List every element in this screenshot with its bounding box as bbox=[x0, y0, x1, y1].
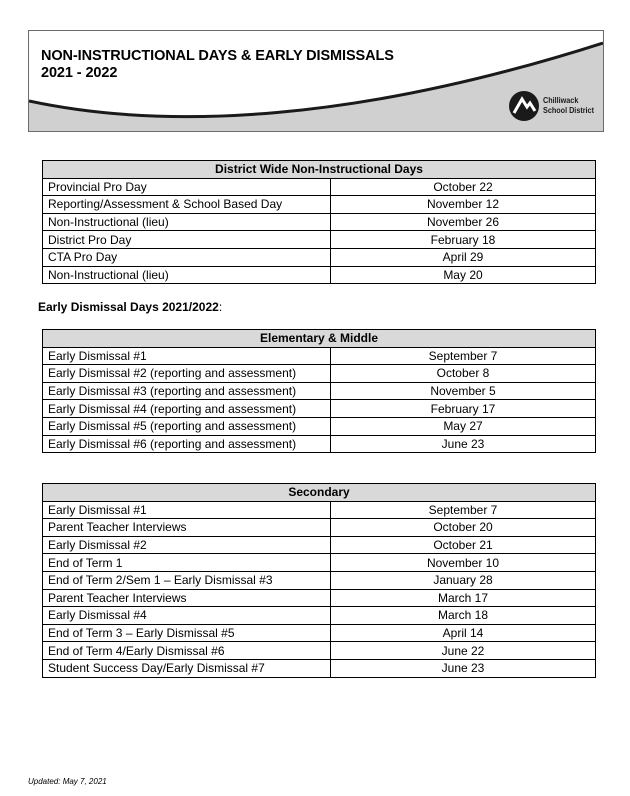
row-label: Early Dismissal #2 (reporting and assessment) bbox=[43, 365, 331, 383]
row-date: February 17 bbox=[331, 400, 596, 418]
table-heading: Elementary & Middle bbox=[43, 330, 596, 348]
table-row bbox=[43, 365, 596, 383]
logo-text-line-1: Chilliwack bbox=[543, 95, 579, 105]
table-row bbox=[43, 213, 596, 231]
row-date: January 28 bbox=[331, 571, 596, 589]
table-row bbox=[43, 519, 596, 537]
table-row bbox=[43, 417, 596, 435]
row-date: October 8 bbox=[331, 365, 596, 383]
row-label: End of Term 4/Early Dismissal #6 bbox=[43, 642, 331, 660]
row-date: November 12 bbox=[331, 196, 596, 214]
header-banner bbox=[28, 30, 604, 132]
row-date: November 26 bbox=[331, 213, 596, 231]
table-heading: District Wide Non-Instructional Days bbox=[43, 161, 596, 179]
row-label: Student Success Day/Early Dismissal #7 bbox=[43, 659, 331, 677]
row-date: March 18 bbox=[331, 607, 596, 625]
table-row bbox=[43, 501, 596, 519]
table-row bbox=[43, 400, 596, 418]
row-date: May 27 bbox=[331, 417, 596, 435]
district-non-instructional-table bbox=[42, 160, 596, 284]
table-row bbox=[43, 554, 596, 572]
table-row bbox=[43, 607, 596, 625]
table-row bbox=[43, 382, 596, 400]
row-label: End of Term 3 – Early Dismissal #5 bbox=[43, 624, 331, 642]
secondary-table bbox=[42, 483, 596, 678]
row-date: October 22 bbox=[331, 178, 596, 196]
row-date: April 29 bbox=[331, 248, 596, 266]
early-dismissal-heading-colon: : bbox=[218, 300, 223, 314]
table-row bbox=[43, 248, 596, 266]
row-label: District Pro Day bbox=[43, 231, 331, 249]
table-row bbox=[43, 196, 596, 214]
row-label: Early Dismissal #4 bbox=[43, 607, 331, 625]
table-row bbox=[43, 571, 596, 589]
table-header-row bbox=[43, 330, 596, 348]
row-date: April 14 bbox=[331, 624, 596, 642]
row-label: Early Dismissal #4 (reporting and assessment) bbox=[43, 400, 331, 418]
table-row bbox=[43, 435, 596, 453]
row-date: May 20 bbox=[331, 266, 596, 284]
updated-date: Updated: May 7, 2021 bbox=[28, 777, 107, 786]
row-date: June 22 bbox=[331, 642, 596, 660]
row-label: Reporting/Assessment & School Based Day bbox=[43, 196, 331, 214]
row-date: November 10 bbox=[331, 554, 596, 572]
row-date: June 23 bbox=[331, 659, 596, 677]
row-date: November 5 bbox=[331, 382, 596, 400]
row-date: October 21 bbox=[331, 536, 596, 554]
row-date: February 18 bbox=[331, 231, 596, 249]
row-label: End of Term 2/Sem 1 – Early Dismissal #3 bbox=[43, 571, 331, 589]
elementary-middle-table bbox=[42, 329, 596, 453]
table-heading: Secondary bbox=[43, 484, 596, 502]
table-header-row bbox=[43, 161, 596, 179]
table-row bbox=[43, 347, 596, 365]
table-row bbox=[43, 642, 596, 660]
table-row bbox=[43, 589, 596, 607]
row-label: Early Dismissal #3 (reporting and assessment) bbox=[43, 382, 331, 400]
page-title-line-1: NON-INSTRUCTIONAL DAYS & EARLY DISMISSALS bbox=[41, 48, 394, 64]
row-date: September 7 bbox=[331, 347, 596, 365]
table-header-row bbox=[43, 484, 596, 502]
table-row bbox=[43, 536, 596, 554]
row-label: Parent Teacher Interviews bbox=[43, 589, 331, 607]
logo-text-line-2: School District bbox=[543, 105, 594, 115]
row-label: Provincial Pro Day bbox=[43, 178, 331, 196]
row-label: CTA Pro Day bbox=[43, 248, 331, 266]
district-logo-icon bbox=[507, 89, 541, 123]
row-label: End of Term 1 bbox=[43, 554, 331, 572]
row-label: Early Dismissal #1 bbox=[43, 347, 331, 365]
row-date: June 23 bbox=[331, 435, 596, 453]
early-dismissal-heading bbox=[38, 300, 222, 314]
row-label: Early Dismissal #5 (reporting and assessment) bbox=[43, 417, 331, 435]
page-title-line-2: 2021 - 2022 bbox=[41, 65, 118, 81]
early-dismissal-heading-text: Early Dismissal Days 2021/2022 bbox=[38, 300, 219, 314]
table-row bbox=[43, 178, 596, 196]
row-label: Early Dismissal #1 bbox=[43, 501, 331, 519]
row-label: Early Dismissal #6 (reporting and assessment) bbox=[43, 435, 331, 453]
table-row bbox=[43, 624, 596, 642]
table-row bbox=[43, 231, 596, 249]
table-row bbox=[43, 266, 596, 284]
row-label: Non-Instructional (lieu) bbox=[43, 213, 331, 231]
row-date: March 17 bbox=[331, 589, 596, 607]
row-date: October 20 bbox=[331, 519, 596, 537]
row-label: Non-Instructional (lieu) bbox=[43, 266, 331, 284]
row-label: Early Dismissal #2 bbox=[43, 536, 331, 554]
row-label: Parent Teacher Interviews bbox=[43, 519, 331, 537]
row-date: September 7 bbox=[331, 501, 596, 519]
page-title bbox=[41, 48, 394, 82]
school-district-logo bbox=[507, 89, 599, 123]
table-row bbox=[43, 659, 596, 677]
